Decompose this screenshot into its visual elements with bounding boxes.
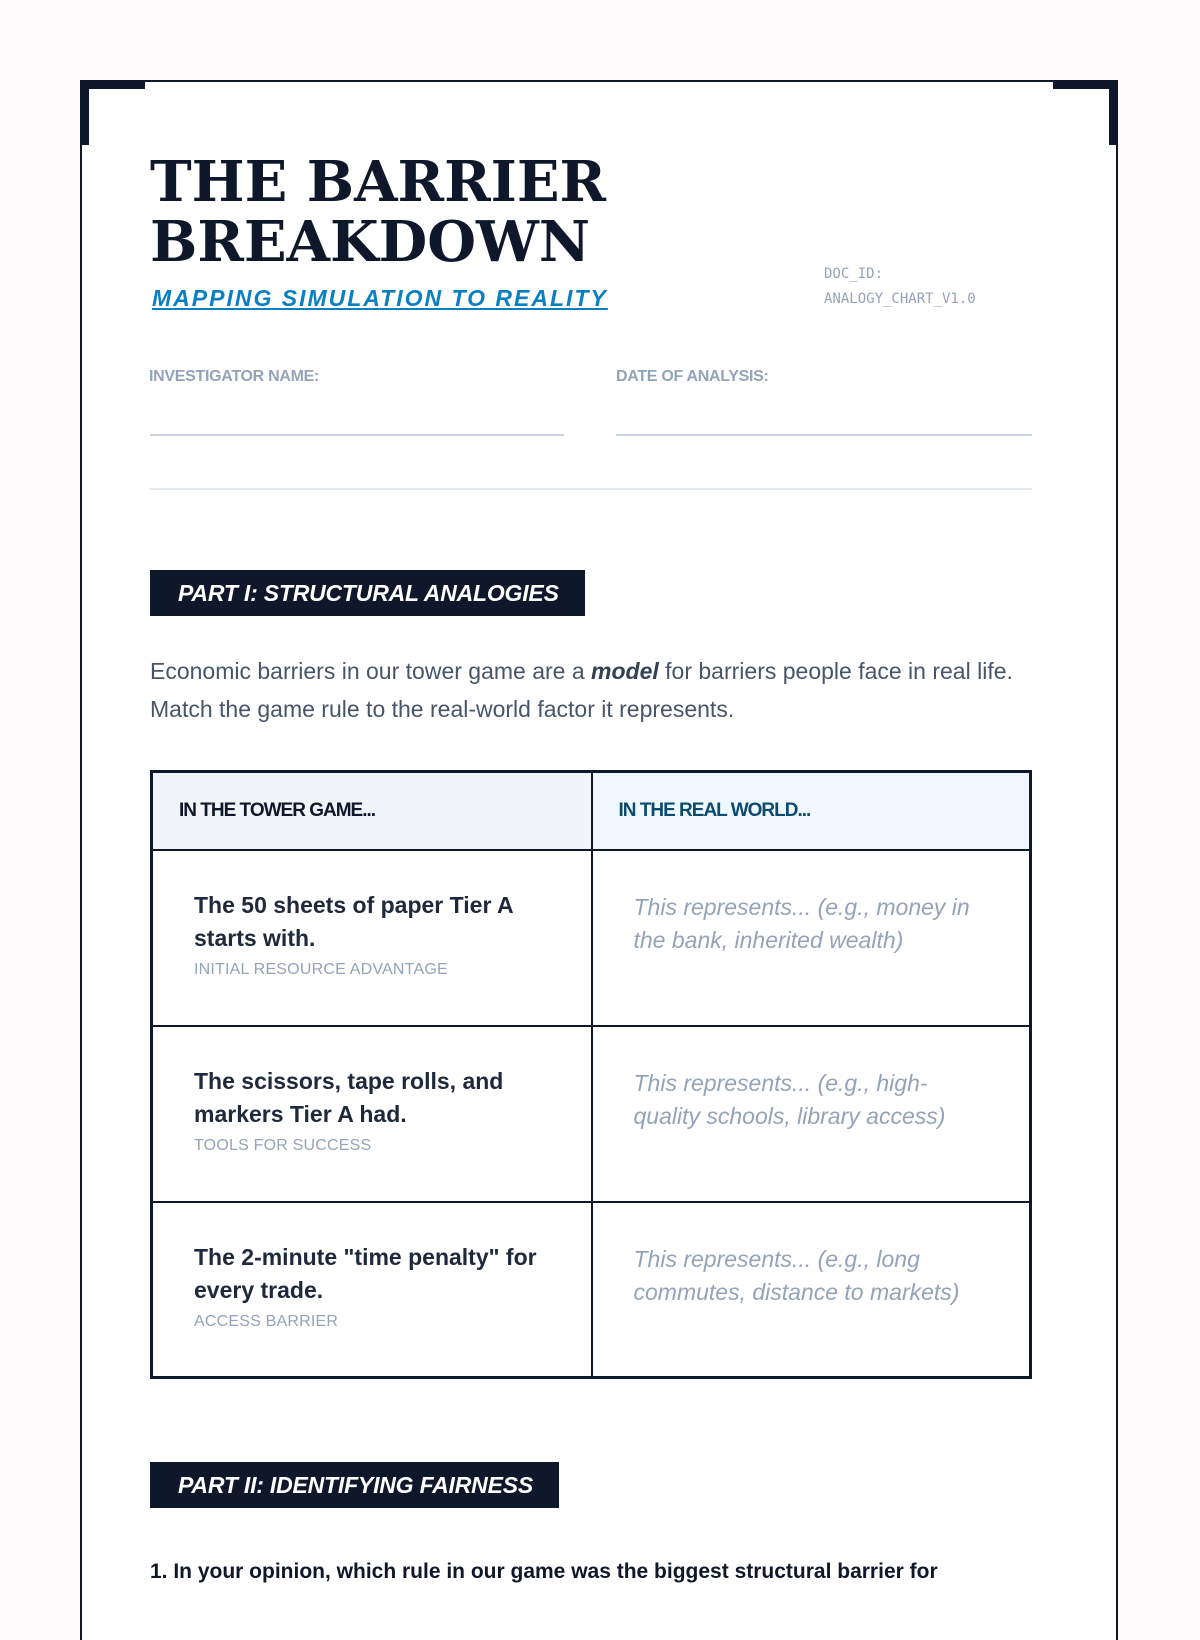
worksheet-sheet [80, 80, 1118, 1640]
game-rule-cell [152, 850, 592, 1026]
question-1: 1. In your opinion, which rule in our game was the biggest structural barrier for [150, 1560, 938, 1583]
date-of-analysis-field[interactable] [616, 434, 1032, 436]
part-1-intro [150, 652, 1040, 728]
corner-bracket-top-right [1053, 80, 1118, 145]
title-line-2: BREAKDOWN [150, 209, 591, 275]
game-rule-tag: ACCESS BARRIER [194, 1312, 339, 1330]
game-rule-tag: TOOLS FOR SUCCESS [194, 1136, 372, 1154]
table-row [152, 1202, 1031, 1378]
title-line-1: THE BARRIER [150, 149, 607, 215]
intro-emphasis: model [591, 658, 659, 684]
answer-placeholder: This represents... (e.g., high-quality schools, library access) [633, 1069, 946, 1129]
game-rule-cell [152, 1202, 592, 1378]
corner-bracket-top-left [80, 80, 145, 145]
game-rule-cell [152, 1026, 592, 1202]
game-rule-tag: INITIAL RESOURCE ADVANTAGE [194, 960, 448, 978]
intro-text-start: Economic barriers in our tower game are a [150, 658, 592, 684]
answer-placeholder: This represents... (e.g., money in the bank, inherited wealth) [633, 893, 970, 953]
game-rule-text: The scissors, tape rolls, and markers Tier A had. [194, 1067, 504, 1127]
part-2-heading: PART II: IDENTIFYING FAIRNESS [150, 1462, 559, 1508]
column-header-game: IN THE TOWER GAME... [152, 772, 592, 850]
real-world-answer-cell[interactable] [592, 1202, 1031, 1378]
header-divider [150, 488, 1032, 490]
table-header-row [152, 772, 1031, 850]
page-title [150, 149, 607, 275]
table-row [152, 1026, 1031, 1202]
date-of-analysis-label: DATE OF ANALYSIS: [616, 368, 769, 385]
doc-id [824, 262, 1024, 312]
analogy-table [150, 770, 1032, 1379]
real-world-answer-cell[interactable] [592, 850, 1031, 1026]
page-subtitle: MAPPING SIMULATION TO REALITY [152, 285, 608, 311]
column-header-real: IN THE REAL WORLD... [592, 772, 1031, 850]
investigator-name-label: INVESTIGATOR NAME: [149, 368, 320, 385]
investigator-name-field[interactable] [150, 434, 564, 436]
doc-id-value: ANALOGY_CHART_V1.0 [824, 291, 976, 307]
doc-id-label: DOC_ID: [824, 266, 884, 282]
part-1-heading: PART I: STRUCTURAL ANALOGIES [150, 570, 585, 616]
answer-placeholder: This represents... (e.g., long commutes, distance to markets) [633, 1245, 960, 1305]
game-rule-text: The 2-minute "time penalty" for every trade. [194, 1243, 537, 1303]
real-world-answer-cell[interactable] [592, 1026, 1031, 1202]
table-row [152, 850, 1031, 1026]
game-rule-text: The 50 sheets of paper Tier A starts with. [194, 891, 513, 951]
intro-text-end: for barriers people face in real life. Match the game rule to the real-world factor it represents. [150, 658, 1013, 722]
